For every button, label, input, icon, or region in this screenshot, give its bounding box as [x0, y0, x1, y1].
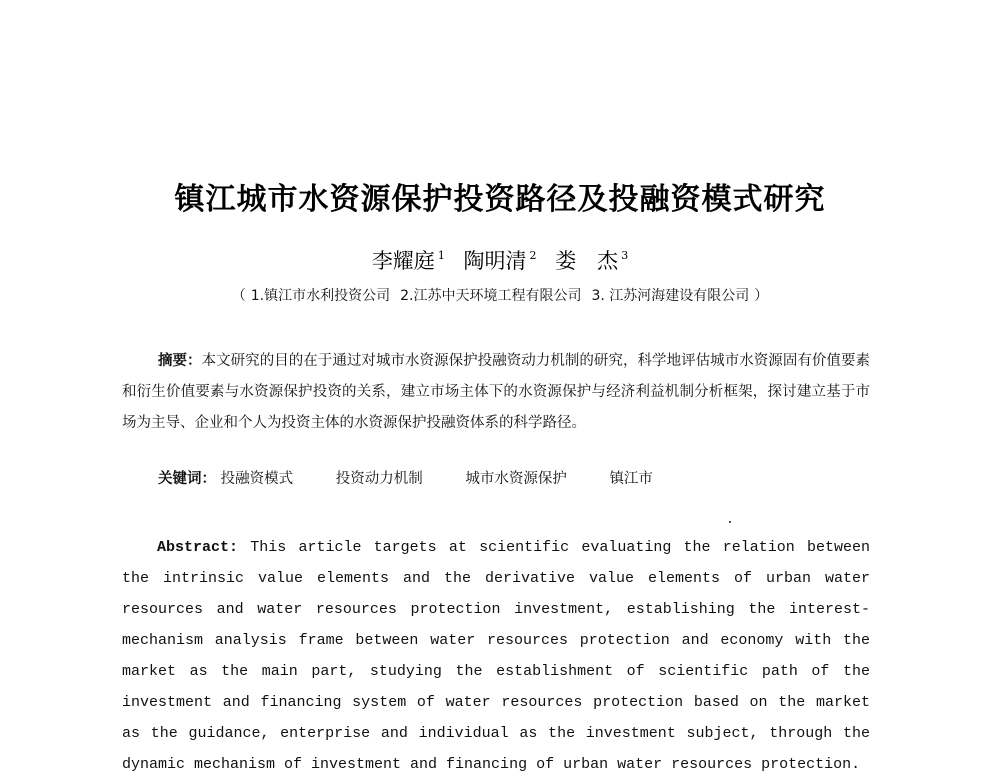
author-affiliation-mark: 2: [529, 249, 537, 262]
affiliations-close-paren: ）: [754, 288, 769, 304]
abstract-chinese-label: 摘要：: [158, 352, 202, 369]
keyword: 镇江市: [609, 471, 653, 487]
scan-speck: [729, 521, 731, 523]
author-name: 李耀庭: [371, 249, 435, 273]
keyword: 投资动力机制: [335, 471, 423, 487]
keyword: 城市水资源保护: [465, 471, 567, 487]
author-list: [0, 245, 1000, 275]
affiliation-item: 3. 江苏河海建设有限公司: [591, 288, 750, 304]
author-affiliation-mark: 3: [621, 249, 629, 262]
affiliation-item: 2.江苏中天环境工程有限公司: [400, 288, 582, 304]
abstract-chinese-text: 本文研究的目的在于通过对城市水资源保护投融资动力机制的研究，科学地评估城市水资源固有价值要素和衍生价值要素与水资源保护投资的关系，建立市场主体下的水资源保护与经济利益机制分析框架，探讨建立基于市场为主导、企业和个人为投资主体的水资源保护投融资体系的科学路径。: [122, 353, 870, 431]
author-name: 娄 杰: [555, 249, 619, 273]
keyword: 投融资模式: [220, 471, 294, 487]
author-name: 陶明清: [463, 249, 527, 273]
affiliation-item: 1.镇江市水利投资公司: [250, 288, 391, 304]
affiliations: [0, 285, 1000, 305]
abstract-english-label: Abstract:: [157, 539, 239, 556]
abstract-english-text: This article targets at scientific evaluating the relation between the intrinsic value elements and the derivative value elements of urban water resources and water resources protection investment, establishing the interest-mechanism analysis frame between water resources protection and economy with the market as the main part, studying the establishment of scientific path of the investment and financing system of water resources protection based on the market as the guidance, enterprise and individual as the investment subject, through the dynamic mechanism of investment and financing of urban water resources protection.: [122, 539, 870, 773]
keywords: [158, 467, 878, 488]
author: [372, 245, 445, 275]
author-affiliation-mark: 1: [437, 249, 445, 262]
abstract-english: [122, 532, 870, 780]
abstract-chinese: [122, 345, 870, 439]
keywords-label: 关键词：: [158, 470, 216, 487]
affiliations-open-paren: （: [231, 288, 246, 304]
author: [464, 245, 537, 275]
author: [555, 245, 628, 275]
paper-title: 镇江城市水资源保护投资路径及投融资模式研究: [174, 182, 826, 217]
